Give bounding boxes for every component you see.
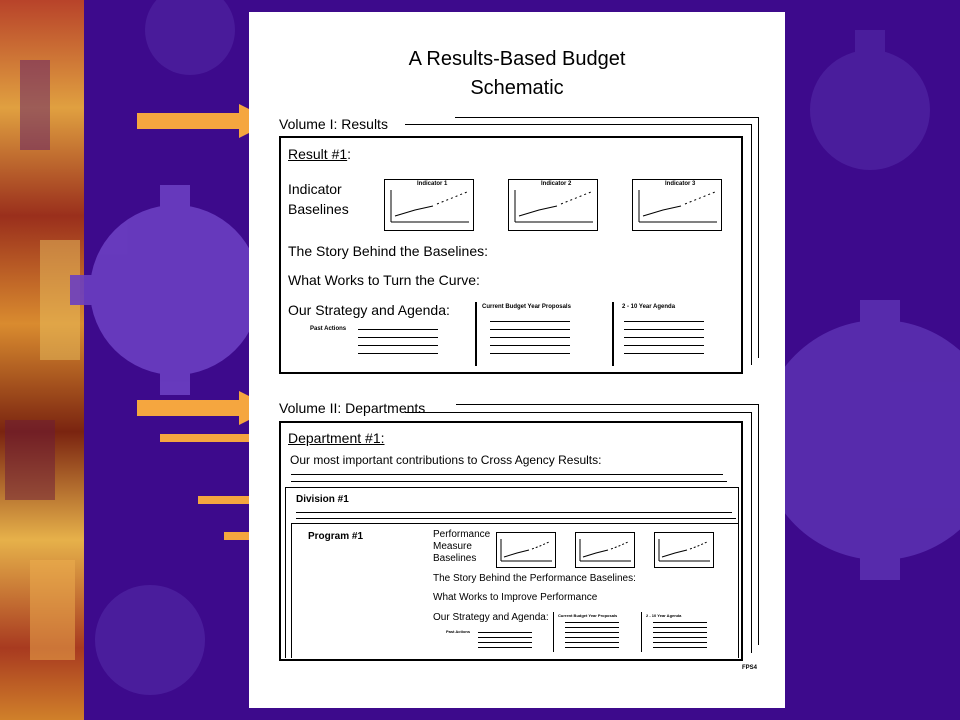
story-behind-baselines: The Story Behind the Baselines: bbox=[288, 243, 489, 259]
department-heading: Department #1: bbox=[288, 430, 385, 446]
indicator-line-2: Baselines bbox=[288, 201, 349, 217]
program-label: Program #1 bbox=[308, 531, 364, 542]
agenda-line bbox=[478, 647, 532, 648]
strategy-agenda: Our Strategy and Agenda: bbox=[288, 302, 450, 318]
agenda-line bbox=[358, 345, 438, 346]
stack-edge bbox=[296, 512, 732, 513]
chart-title: Indicator 3 bbox=[665, 181, 696, 187]
agenda-line bbox=[653, 642, 707, 643]
agenda-line bbox=[490, 345, 570, 346]
agenda-line bbox=[624, 329, 704, 330]
result-colon: : bbox=[347, 146, 352, 162]
agenda-line bbox=[478, 632, 532, 633]
agenda-line bbox=[358, 353, 438, 354]
stack-edge bbox=[291, 481, 727, 482]
agenda-line bbox=[565, 647, 619, 648]
volume-1-heading: Volume I: Results bbox=[279, 116, 388, 132]
current-budget-label: Current Budget Year Proposals bbox=[482, 304, 571, 310]
agenda-line bbox=[490, 329, 570, 330]
program-ten-year: 2 - 10 Year Agenda bbox=[646, 613, 682, 618]
program-strategy-agenda: Our Strategy and Agenda: bbox=[433, 612, 549, 623]
agenda-line bbox=[565, 637, 619, 638]
performance-measure-baselines bbox=[433, 529, 490, 565]
agenda-line bbox=[624, 321, 704, 322]
column-divider bbox=[612, 302, 614, 366]
agenda-line bbox=[358, 329, 438, 330]
agenda-line bbox=[624, 337, 704, 338]
chart-title: Indicator 2 bbox=[541, 181, 572, 187]
footer-code: FPS4 bbox=[742, 665, 758, 671]
volume-2-heading: Volume II: Departments bbox=[279, 400, 426, 416]
stack-edge bbox=[296, 518, 736, 519]
agenda-line bbox=[490, 353, 570, 354]
indicator-baselines-label bbox=[288, 179, 349, 219]
agenda-line bbox=[358, 337, 438, 338]
result-label: Result #1 bbox=[288, 146, 348, 162]
agenda-line bbox=[478, 642, 532, 643]
performance-chart-1 bbox=[496, 532, 556, 568]
program-current-budget: Current Budget Year Proposals bbox=[558, 613, 618, 618]
agenda-line bbox=[624, 345, 704, 346]
performance-chart-3 bbox=[654, 532, 714, 568]
perf-line-1: Performance bbox=[433, 529, 491, 540]
indicator-chart-3 bbox=[632, 179, 722, 231]
division-label: Division #1 bbox=[296, 494, 349, 505]
perf-line-3: Baselines bbox=[433, 553, 477, 564]
agenda-line bbox=[653, 647, 707, 648]
stack-edge bbox=[291, 474, 723, 475]
agenda-line bbox=[490, 321, 570, 322]
cross-agency-contributions: Our most important contributions to Cross Agency Results: bbox=[290, 453, 602, 467]
performance-chart-2 bbox=[575, 532, 635, 568]
agenda-line bbox=[565, 642, 619, 643]
what-works-performance: What Works to Improve Performance bbox=[433, 592, 598, 603]
agenda-line bbox=[653, 627, 707, 628]
story-behind-performance: The Story Behind the Performance Baselines: bbox=[433, 573, 636, 584]
perf-line-2: Measure bbox=[433, 541, 472, 552]
agenda-line bbox=[653, 622, 707, 623]
agenda-line bbox=[490, 337, 570, 338]
title-line-1: A Results-Based Budget bbox=[408, 48, 626, 70]
agenda-line bbox=[565, 627, 619, 628]
indicator-chart-2 bbox=[508, 179, 598, 231]
gear-icon bbox=[95, 585, 205, 695]
chart-title: Indicator 1 bbox=[417, 181, 448, 187]
what-works-curve: What Works to Turn the Curve: bbox=[288, 272, 480, 288]
agenda-line bbox=[624, 353, 704, 354]
result-heading bbox=[288, 146, 351, 162]
agenda-line bbox=[565, 632, 619, 633]
agenda-line bbox=[565, 622, 619, 623]
page-title bbox=[249, 48, 785, 100]
agenda-line bbox=[478, 637, 532, 638]
column-divider bbox=[553, 612, 554, 652]
indicator-line-1: Indicator bbox=[288, 181, 342, 197]
agenda-line bbox=[653, 637, 707, 638]
column-divider bbox=[475, 302, 477, 366]
title-line-2: Schematic bbox=[470, 77, 564, 99]
program-past-actions: Past Actions bbox=[446, 629, 471, 634]
ten-year-agenda-label: 2 - 10 Year Agenda bbox=[622, 304, 676, 310]
indicator-chart-1 bbox=[384, 179, 474, 231]
column-divider bbox=[641, 612, 642, 652]
past-actions-label: Past Actions bbox=[310, 326, 347, 332]
agenda-line bbox=[653, 632, 707, 633]
